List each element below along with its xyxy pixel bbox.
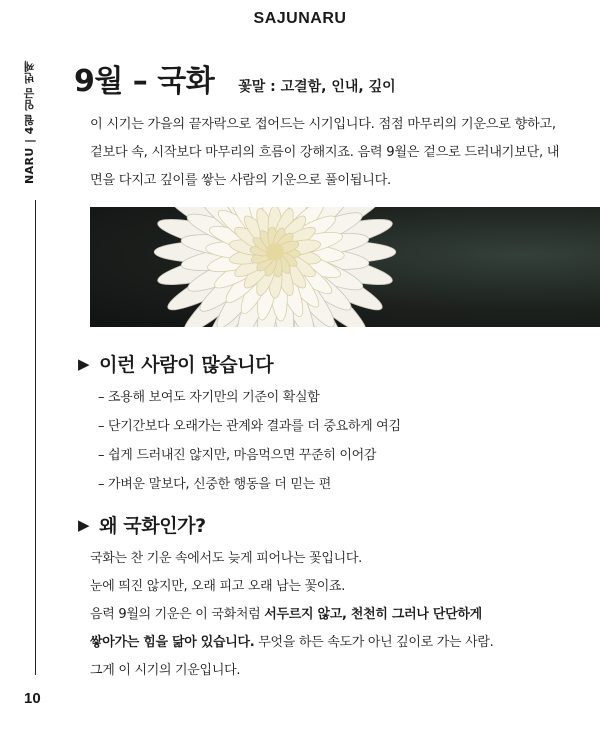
triangle-marker-icon: ▶	[78, 354, 90, 373]
section-heading-text: 왜 국화인가?	[99, 515, 206, 537]
why-text: 무엇을 하든 속도가 아닌 깊이로 가는 사람.	[254, 635, 494, 650]
page-title: 9월 – 국화	[74, 64, 215, 99]
why-line: 그게 이 시기의 기운입니다.	[90, 663, 241, 678]
section-heading-text: 이런 사람이 많습니다	[99, 354, 274, 376]
flower-center	[266, 243, 284, 261]
list-item: – 쉽게 드러내진 않지만, 마음먹으면 꾸준히 이어감	[98, 448, 377, 463]
why-line: 눈에 띄진 않지만, 오래 피고 오래 남는 꽃이죠.	[90, 579, 346, 594]
why-emphasis: 서두르지 않고, 천천히 그러나 단단하게	[264, 607, 482, 622]
list-item: – 단기간보다 오래가는 관계와 결과를 더 중요하게 여김	[98, 419, 401, 434]
section-heading-why	[78, 511, 206, 538]
why-line: 국화는 찬 기운 속에서도 늦게 피어나는 꽃입니다.	[90, 551, 362, 566]
flower-meaning: 꽃말 : 고결함, 인내, 깊이	[238, 79, 396, 95]
why-text: 음력 9월의 기운은 이 국화처럼	[90, 607, 265, 622]
page-number: 10	[24, 690, 41, 707]
chrysanthemum-photo	[90, 207, 600, 327]
why-emphasis: 쌓아가는 힘을 닮아 있습니다.	[90, 635, 255, 650]
why-line	[90, 629, 570, 657]
why-line	[90, 601, 570, 629]
section-heading-people	[78, 350, 273, 377]
side-divider	[35, 200, 36, 675]
brand-header: SAJUNARU	[253, 10, 347, 27]
title-row	[74, 56, 396, 100]
intro-paragraph: 이 시기는 가을의 끝자락으로 접어드는 시기입니다. 점점 마무리의 기운으로 향하고, 겉보다 속, 시작보다 마무리의 흐름이 강해지죠. 음력 9월은 겉으로 드러내기보단, 내면을 다지고 깊이를 쌓는 사람의 기운으로 풀이됩니다.	[90, 117, 560, 188]
list-item: – 가벼운 말보다, 신중한 행동을 더 믿는 편	[98, 477, 331, 492]
chrysanthemum-image	[90, 207, 600, 327]
list-item: – 조용해 보여도 자기만의 기준이 확실함	[98, 390, 320, 405]
trait-list	[98, 383, 401, 499]
why-paragraph	[90, 545, 570, 685]
triangle-marker-icon: ▶	[78, 515, 90, 534]
side-tab-label: NARU | 4월 임금 번째	[23, 60, 36, 184]
